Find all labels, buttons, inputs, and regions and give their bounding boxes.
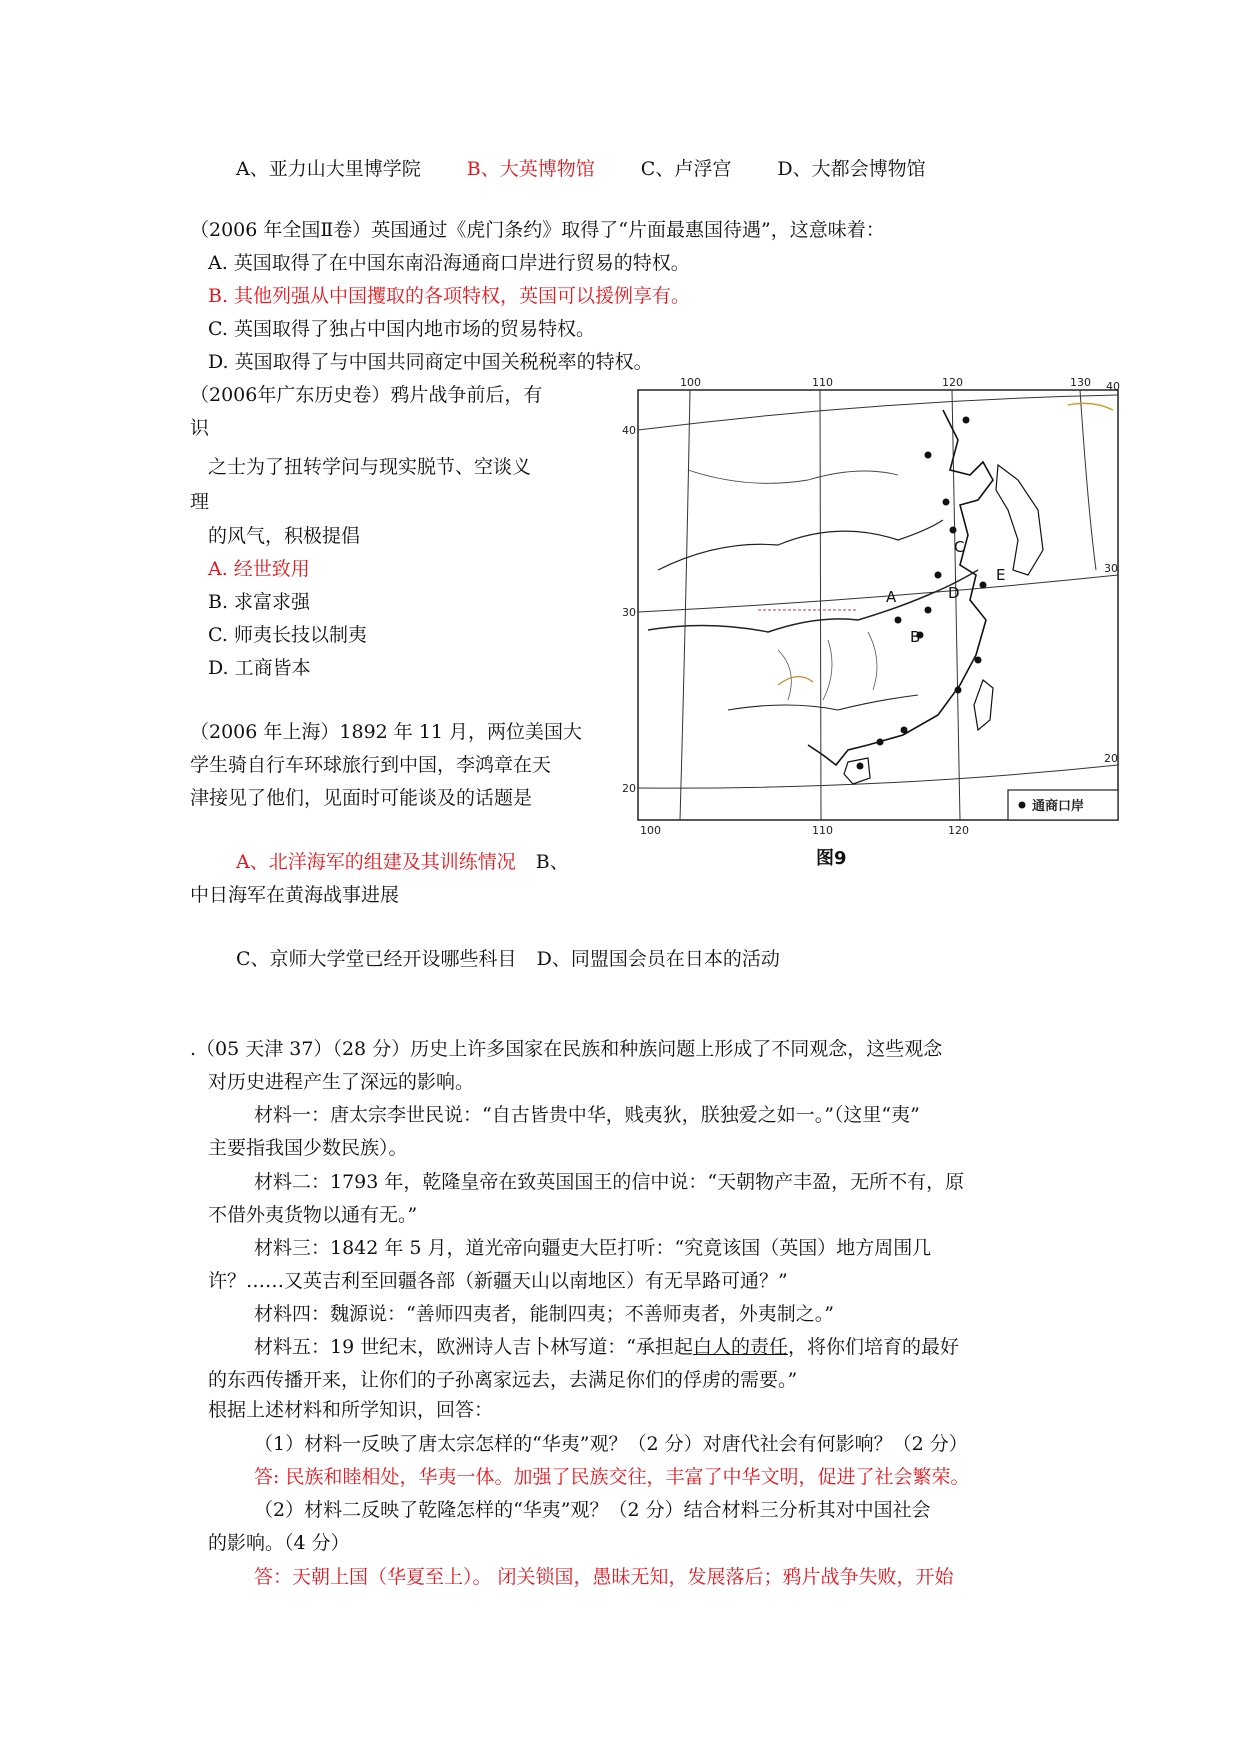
port-marker <box>975 657 982 664</box>
lat-label-20-right: 20 <box>1104 752 1118 765</box>
map-letter-a: A <box>886 588 897 606</box>
q3-option-a-answer: A. 经世致用 <box>208 558 310 580</box>
lat-label-40-left: 40 <box>622 424 636 437</box>
port-marker <box>925 607 932 614</box>
colored-border <box>1068 403 1113 410</box>
q3-stem-line2: 识 <box>190 417 210 439</box>
q3-stem-line3: 之士为了扭转学问与现实脱节、空谈义 <box>208 456 532 478</box>
q3-stem-line5: 的风气，积极提倡 <box>208 525 361 547</box>
map-caption: 图9 <box>816 848 847 869</box>
q5-sub1: （1）材料一反映了唐太宗怎样的“华夷”观？（2 分）对唐代社会有何影响？（2 分） <box>254 1433 968 1455</box>
q5-material5-line1 <box>254 1335 959 1359</box>
q1-option-d: D、大都会博物馆 <box>777 158 926 180</box>
port-marker <box>901 727 908 734</box>
q5-material2-line1: 材料二：1793 年，乾隆皇帝在致英国国王的信中说：“天朝物产丰盈，无所不有，原 <box>254 1171 965 1193</box>
treaty-ports-map <box>598 370 1128 870</box>
map-letter-c: C <box>954 538 965 556</box>
q5-material5-pre: 材料五：19 世纪末，欧洲诗人吉卜林写道：“承担起 <box>254 1336 693 1358</box>
tributaries <box>778 632 877 700</box>
lon-120-line <box>952 390 960 820</box>
q5-prompt: 根据上述材料和所学知识，回答： <box>208 1399 494 1421</box>
q2-option-d: D. 英国取得了与中国共同商定中国关税税率的特权。 <box>208 351 653 373</box>
q4-stem-line3: 津接见了他们，见面时可能谈及的话题是 <box>190 787 533 809</box>
taiwan-island <box>974 680 993 730</box>
q5-stem-line2: 对历史进程产生了深远的影响。 <box>208 1071 475 1093</box>
map-letter-b: B <box>910 628 921 646</box>
lon-label-120-top: 120 <box>942 376 963 389</box>
lat-label-20-left: 20 <box>622 782 636 795</box>
q5-material3-line2: 许？……又英吉利至回疆各部（新疆天山以南地区）有无旱路可通？” <box>208 1270 788 1292</box>
port-marker <box>963 417 970 424</box>
port-marker <box>950 527 957 534</box>
colored-river <box>778 677 813 685</box>
q5-sub2-line1: （2）材料二反映了乾隆怎样的“华夷”观？（2 分）结合材料三分析其对中国社会 <box>254 1499 931 1521</box>
lon-label-100-top: 100 <box>680 376 701 389</box>
q4-stem-line2: 学生骑自行车环球旅行到中国，李鸿章在天 <box>190 754 552 776</box>
q5-material1-line2: 主要指我国少数民族）。 <box>208 1137 408 1159</box>
port-marker <box>955 687 962 694</box>
q5-material4: 材料四：魏源说：“善师四夷者，能制四夷；不善师夷者，外夷制之。” <box>254 1303 834 1325</box>
lon-110-line <box>820 390 821 820</box>
pearl-river <box>728 695 918 710</box>
legend-port-icon <box>1019 802 1026 809</box>
port-marker <box>895 617 902 624</box>
q4-options-ab <box>236 850 569 874</box>
lon-label-110-top: 110 <box>812 376 833 389</box>
yellow-river <box>658 520 943 570</box>
lon-130-line <box>1080 390 1096 570</box>
q4-option-d: D、同盟国会员在日本的活动 <box>536 948 780 970</box>
lon-label-130-top: 130 <box>1070 376 1091 389</box>
q5-answer1: 答: 民族和睦相处，华夷一体。加强了民族交往，丰富了中华文明，促进了社会繁荣。 <box>254 1466 970 1488</box>
coastline <box>808 410 993 765</box>
lon-label-120-bottom: 120 <box>948 824 969 837</box>
q2-option-b-answer: B. 其他列强从中国攫取的各项特权，英国可以援例享有。 <box>208 285 691 307</box>
q4-options-cd <box>236 947 780 971</box>
q2-option-a: A. 英国取得了在中国东南沿海通商口岸进行贸易的特权。 <box>208 252 690 274</box>
legend-label: 通商口岸 <box>1032 799 1085 814</box>
q2-stem: （2006 年全国Ⅱ卷）英国通过《虎门条约》取得了“片面最惠国待遇”，这意味着： <box>190 219 885 241</box>
q1-options <box>236 157 926 181</box>
q4-stem-line1: （2006 年上海）1892 年 11 月，两位美国大 <box>190 721 583 743</box>
q5-material5-underlined: 白人的责任 <box>692 1336 788 1358</box>
yangtze-river <box>648 570 978 632</box>
q5-sub2-line2: 的影响。（4 分） <box>208 1532 350 1554</box>
q3-option-c: C. 师夷长技以制夷 <box>208 624 367 646</box>
q5-material1-line1: 材料一：唐太宗李世民说：“自古皆贵中华，贱夷狄，朕独爱之如一。”（这里“夷” <box>254 1104 920 1126</box>
lat-40-line <box>638 395 1118 430</box>
q5-stem-line1: .（05 天津 37）（28 分）历史上许多国家在民族和种族问题上形成了不同观念，这些观念 <box>190 1038 943 1060</box>
port-marker <box>935 572 942 579</box>
port-marker <box>877 739 884 746</box>
q4-option-c: C、京师大学堂已经开设哪些科目 <box>236 948 517 970</box>
map-letter-d: D <box>948 584 960 602</box>
port-marker <box>980 582 987 589</box>
q5-material2-line2: 不借外夷货物以通有无。” <box>208 1204 418 1226</box>
lat-20-line <box>638 765 1118 788</box>
q3-stem-line1: （2006年广东历史卷）鸦片战争前后，有 <box>190 384 543 406</box>
lon-label-100-bottom: 100 <box>640 824 661 837</box>
korea-peninsula <box>996 465 1043 575</box>
lat-label-30-right: 30 <box>1104 562 1118 575</box>
q4-option-b-prefix: B、 <box>535 851 569 873</box>
q3-stem-line4: 理 <box>190 491 210 513</box>
q3-option-b: B. 求富求强 <box>208 591 311 613</box>
northern-river <box>688 470 898 483</box>
port-marker <box>857 763 864 770</box>
port-marker <box>925 452 932 459</box>
q5-material3-line1: 材料三：1842 年 5 月，道光帝向疆吏大臣打听：“究竟该国（英国）地方周围几 <box>254 1237 932 1259</box>
q4-option-b-text: 中日海军在黄海战事进展 <box>190 884 400 906</box>
port-marker <box>943 499 950 506</box>
lon-100-line <box>680 390 690 820</box>
hainan-island <box>844 758 870 784</box>
q5-material5-post: ，将你们培育的最好 <box>787 1336 959 1358</box>
map-letter-e: E <box>996 566 1006 584</box>
q3-option-d: D. 工商皆本 <box>208 657 311 679</box>
q4-option-a-answer: A、北洋海军的组建及其训练情况 <box>236 851 516 873</box>
lon-label-110-bottom: 110 <box>812 824 833 837</box>
q1-option-b-answer: B、大英博物馆 <box>466 158 595 180</box>
lat-30-line <box>638 575 1118 612</box>
q5-answer2: 答：天朝上国（华夏至上）。 闭关锁国，愚昧无知，发展落后；鸦片战争失败，开始 <box>254 1566 954 1588</box>
lat-label-40-right: 40 <box>1106 380 1120 393</box>
q1-option-a: A、亚力山大里博学院 <box>236 158 421 180</box>
q5-material5-line2: 的东西传播开来，让你们的子孙离家远去，去满足你们的俘虏的需要。” <box>208 1369 798 1391</box>
q1-option-c: C、卢浮宫 <box>640 158 732 180</box>
lat-label-30-left: 30 <box>622 606 636 619</box>
map-svg <box>598 370 1128 870</box>
map-frame <box>638 390 1118 820</box>
q2-option-c: C. 英国取得了独占中国内地市场的贸易特权。 <box>208 318 595 340</box>
